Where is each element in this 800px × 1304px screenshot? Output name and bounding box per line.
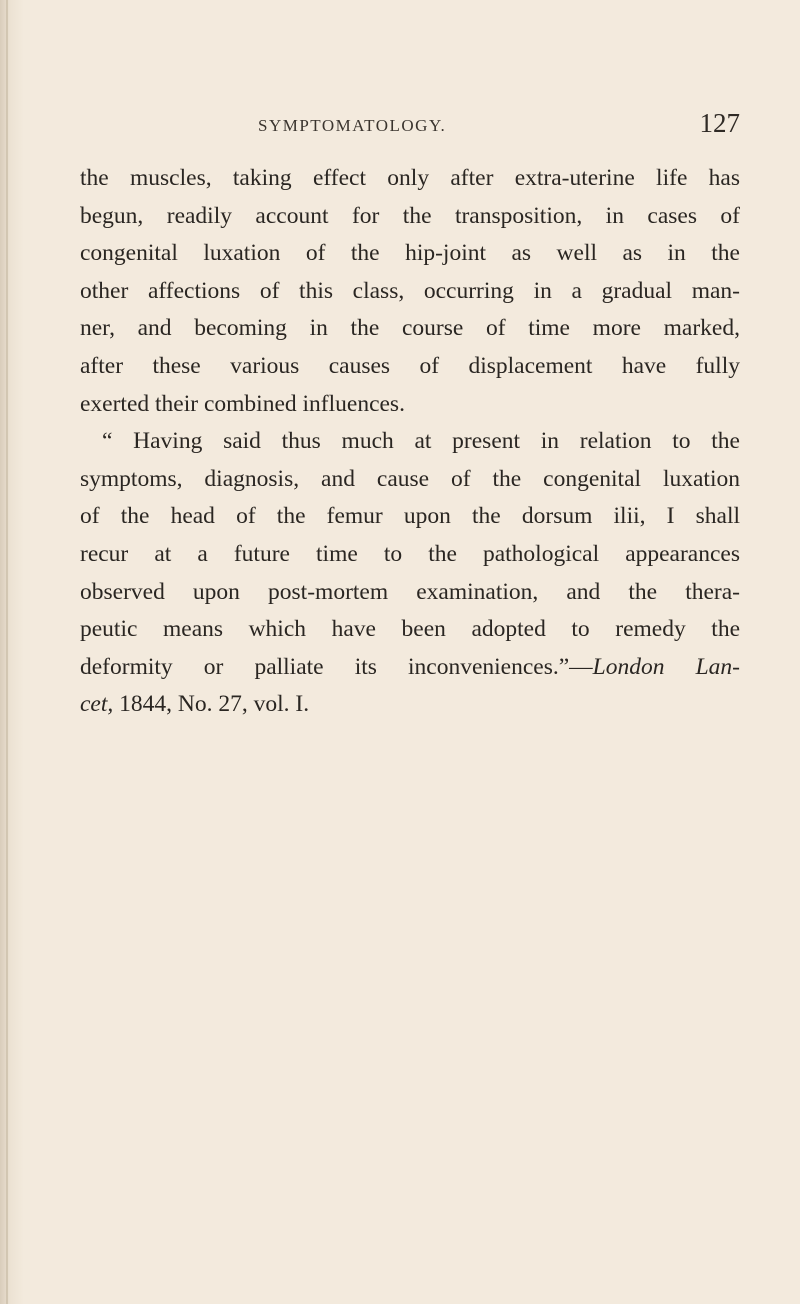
text-line: other affections of this class, occurring in a gradual man- <box>80 277 740 304</box>
text-line: the muscles, taking effect only after extra-uterine life has <box>80 165 740 191</box>
text-line: recur at a future time to the pathological appearances <box>80 540 740 567</box>
text-line: peutic means which have been adopted to remedy the <box>80 616 740 643</box>
text-line: symptoms, diagnosis, and cause of the congenital luxation <box>80 465 740 492</box>
running-head: SYMPTOMATOLOGY. <box>258 116 447 135</box>
text-line: exerted their combined influences. <box>80 390 405 417</box>
citation-journal: London Lan- <box>592 653 740 680</box>
citation-journal-end: cet, <box>80 691 114 718</box>
page-gutter <box>6 0 8 1304</box>
body-text <box>80 160 740 724</box>
text-line: congenital luxation of the hip-joint as well as in the <box>80 240 740 267</box>
text-line: “ Having said thus much at present in relation to the <box>102 428 740 455</box>
paragraph-1 <box>80 160 740 423</box>
text-line <box>80 649 740 687</box>
text-line: begun, readily account for the transposition, in cases of <box>80 202 740 229</box>
text-line: of the head of the femur upon the dorsum ilii, I shall <box>80 503 740 530</box>
text-line: after these various causes of displacement have fully <box>80 352 740 379</box>
text-line: ner, and becoming in the course of time more marked, <box>80 315 740 342</box>
text-line <box>80 686 740 724</box>
text-line: observed upon post-mortem examination, and the thera- <box>80 578 740 605</box>
quote-end-text: deformity or palliate its inconveniences.”— <box>80 653 593 680</box>
paragraph-2 <box>80 423 740 724</box>
page-header <box>80 108 740 142</box>
citation-details: 1844, No. 27, vol. I. <box>113 691 310 718</box>
page-number: 127 <box>699 108 740 138</box>
